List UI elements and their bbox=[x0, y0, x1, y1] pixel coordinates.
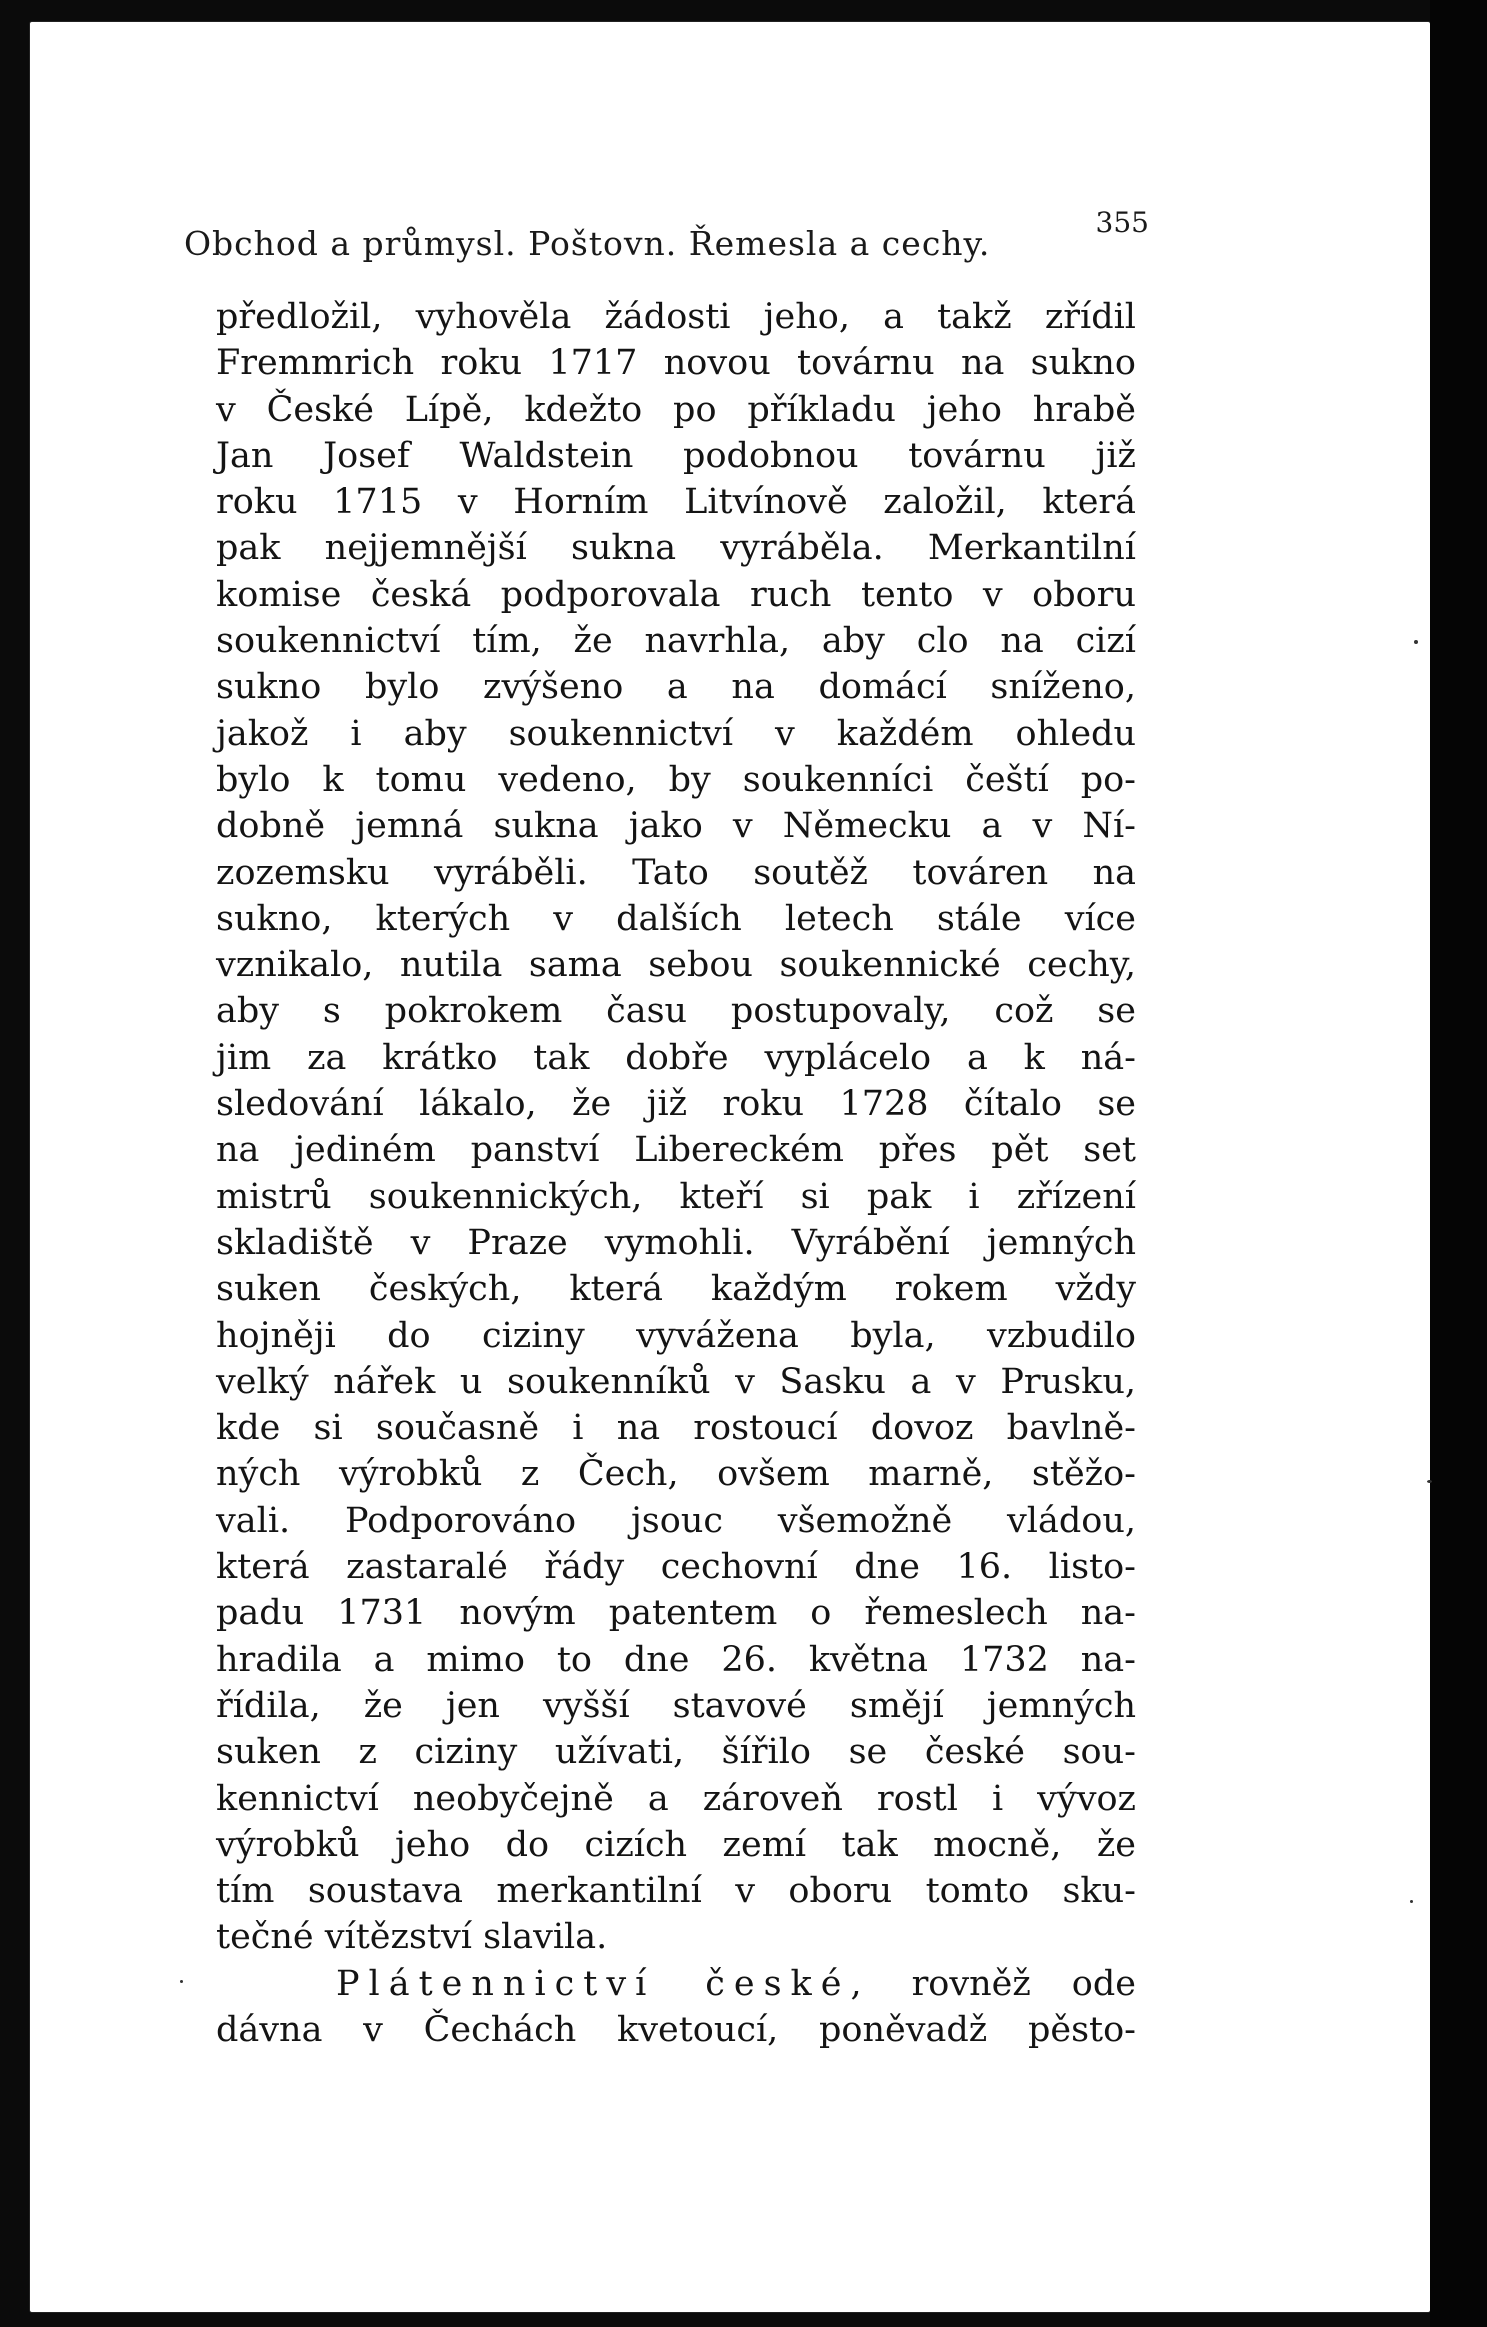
text-line: aby s pokrokem času postupovaly, což se bbox=[216, 991, 1136, 1032]
text-line: tím soustava merkantilní v oboru tomto sku- bbox=[216, 1871, 1136, 1912]
text-line: řídila, že jen vyšší stavové smějí jemných bbox=[216, 1685, 1136, 1726]
text-line: hradila a mimo to dne 26. května 1732 na- bbox=[216, 1639, 1136, 1680]
text-line: v České Lípě, kdežto po příkladu jeho hrabě bbox=[216, 389, 1136, 430]
text-line: jim za krátko tak dobře vyplácelo a k ná- bbox=[216, 1037, 1136, 1078]
text-line: sukno bylo zvýšeno a na domácí sníženo, bbox=[216, 667, 1136, 708]
text-line: Fremmrich roku 1717 novou továrnu na sukno bbox=[216, 343, 1136, 384]
text-line: komise česká podporovala ruch tento v oboru bbox=[216, 574, 1136, 615]
text-line: sledování lákalo, že již roku 1728 čítalo se bbox=[216, 1084, 1136, 1125]
text-line: suken českých, která každým rokem vždy bbox=[216, 1269, 1136, 1310]
text-line: mistrů soukennických, kteří si pak i zřízení bbox=[216, 1176, 1136, 1217]
scan-border bbox=[1430, 0, 1487, 2327]
body-text bbox=[216, 294, 1136, 2053]
text-line: roku 1715 v Horním Litvínově založil, která bbox=[216, 482, 1136, 523]
text-line: výrobků jeho do cizích zemí tak mocně, že bbox=[216, 1824, 1136, 1865]
text-line: velký nářek u soukenníků v Sasku a v Prusku, bbox=[216, 1361, 1136, 1402]
text-line: na jediném panství Libereckém přes pět set bbox=[216, 1130, 1136, 1171]
text-line: zozemsku vyráběli. Tato soutěž továren na bbox=[216, 852, 1136, 893]
text-line: soukennictví tím, že navrhla, aby clo na cizí bbox=[216, 621, 1136, 662]
spaced-heading-word: Plátennictví české, bbox=[336, 1963, 871, 2004]
text-line: Jan Josef Waldstein podobnou továrnu již bbox=[216, 435, 1136, 476]
text-span: rovněž ode bbox=[911, 1963, 1136, 2004]
text-line: vznikalo, nutila sama sebou soukennické cechy, bbox=[216, 945, 1136, 986]
text-line: kennictví neobyčejně a zároveň rostl i vývoz bbox=[216, 1778, 1136, 1819]
text-line: kde si současně i na rostoucí dovoz bavlně- bbox=[216, 1408, 1136, 1449]
text-line: předložil, vyhověla žádosti jeho, a takž zřídil bbox=[216, 297, 1136, 337]
text-line: skladiště v Praze vymohli. Vyrábění jemných bbox=[216, 1222, 1136, 1263]
text-line: jakož i aby soukennictví v každém ohledu bbox=[216, 713, 1136, 754]
paragraph-start-line bbox=[216, 1961, 1136, 2007]
text-line: která zastaralé řády cechovní dne 16. listo- bbox=[216, 1547, 1136, 1588]
text-line: suken z ciziny užívati, šířilo se české sou- bbox=[216, 1732, 1136, 1773]
paragraph-end-line: tečné vítězství slavila. bbox=[216, 1917, 608, 1958]
text-line: sukno, kterých v dalších letech stále více bbox=[216, 898, 1136, 939]
text-line: pak nejjemnější sukna vyráběla. Merkantilní bbox=[216, 528, 1136, 569]
text-line: hojněji do ciziny vyvážena byla, vzbudilo bbox=[216, 1315, 1136, 1356]
text-line: padu 1731 novým patentem o řemeslech na- bbox=[216, 1593, 1136, 1634]
running-head: Obchod a průmysl. Poštovn. Řemesla a cechy. bbox=[184, 224, 991, 263]
text-line: ných výrobků z Čech, ovšem marně, stěžo- bbox=[216, 1454, 1136, 1495]
text-line: dávna v Čechách kvetoucí, poněvadž pěsto- bbox=[216, 2009, 1136, 2050]
text-line: dobně jemná sukna jako v Německu a v Ní- bbox=[216, 806, 1136, 847]
text-line: vali. Podporováno jsouc všemožně vládou, bbox=[216, 1500, 1136, 1541]
text-line: bylo k tomu vedeno, by soukenníci čeští po- bbox=[216, 759, 1136, 800]
page-header bbox=[184, 206, 1149, 266]
page-number: 355 bbox=[1095, 206, 1149, 239]
